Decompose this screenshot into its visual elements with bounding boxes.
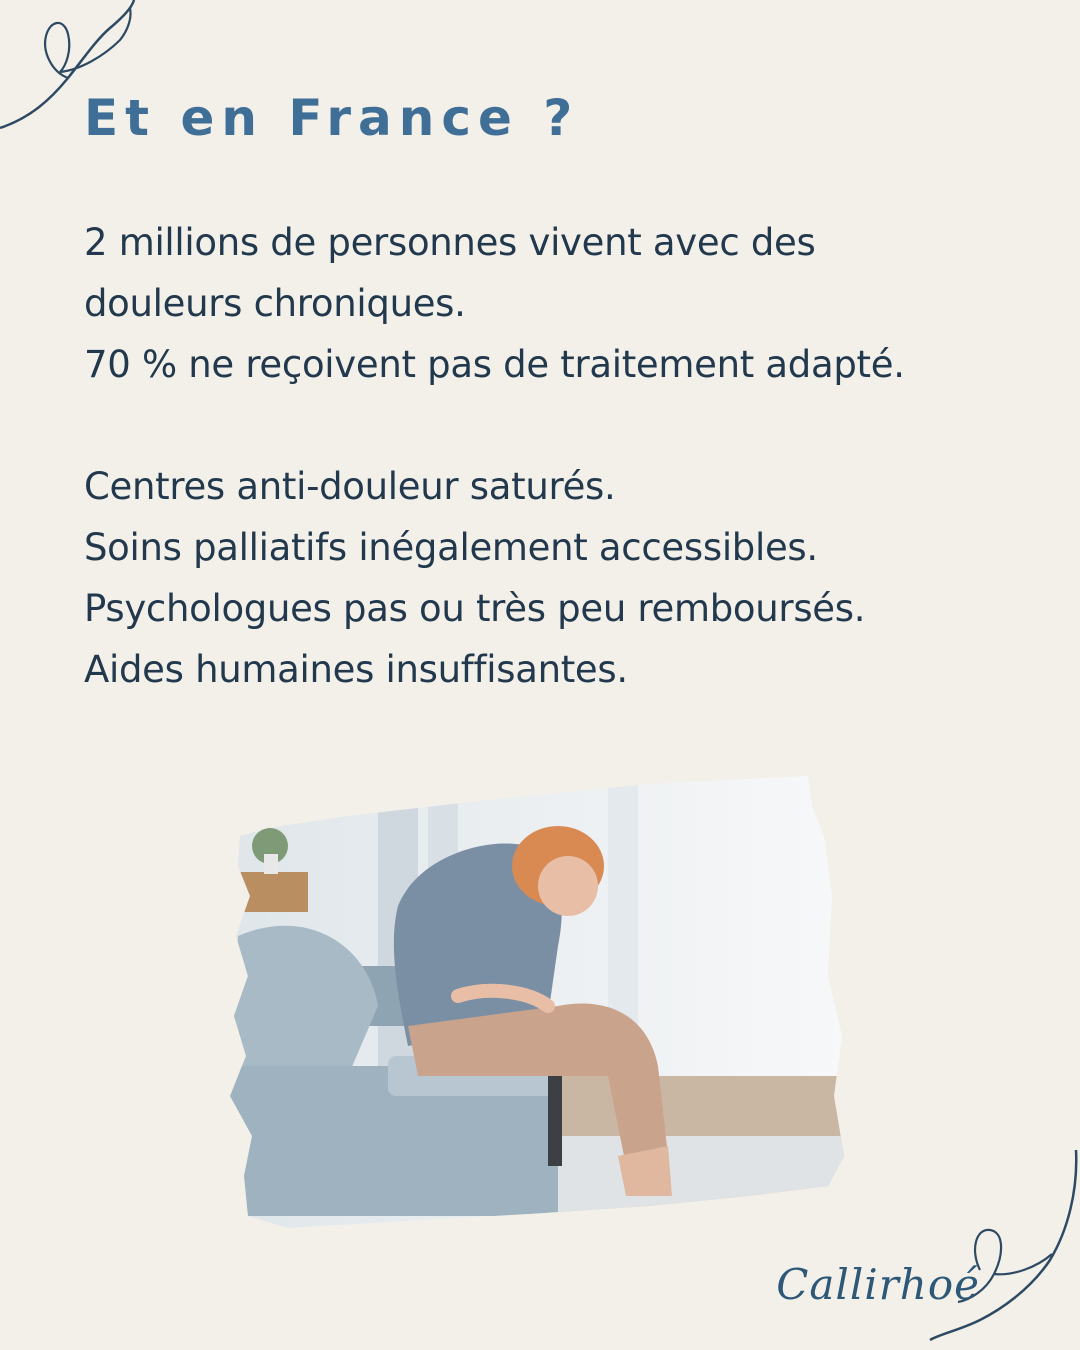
- text-line: 2 millions de personnes vivent avec des: [84, 221, 816, 264]
- body-text: [84, 212, 1004, 700]
- brand-signature: Callirhoé: [776, 1260, 980, 1309]
- woman-in-pain-illustration: [228, 776, 848, 1236]
- text-line: Psychologues pas ou très peu remboursés.: [84, 587, 866, 630]
- text-line: Centres anti-douleur saturés.: [84, 465, 616, 508]
- paragraph-gap: [84, 395, 1004, 456]
- page-title: Et en France ?: [84, 89, 580, 147]
- text-line: Soins palliatifs inégalement accessibles.: [84, 526, 818, 569]
- text-line: Aides humaines insuffisantes.: [84, 648, 628, 691]
- text-line: douleurs chroniques.: [84, 282, 466, 325]
- text-line: 70 % ne reçoivent pas de traitement adapté.: [84, 343, 905, 386]
- swirl-decoration-bottom-icon: [900, 1150, 1080, 1350]
